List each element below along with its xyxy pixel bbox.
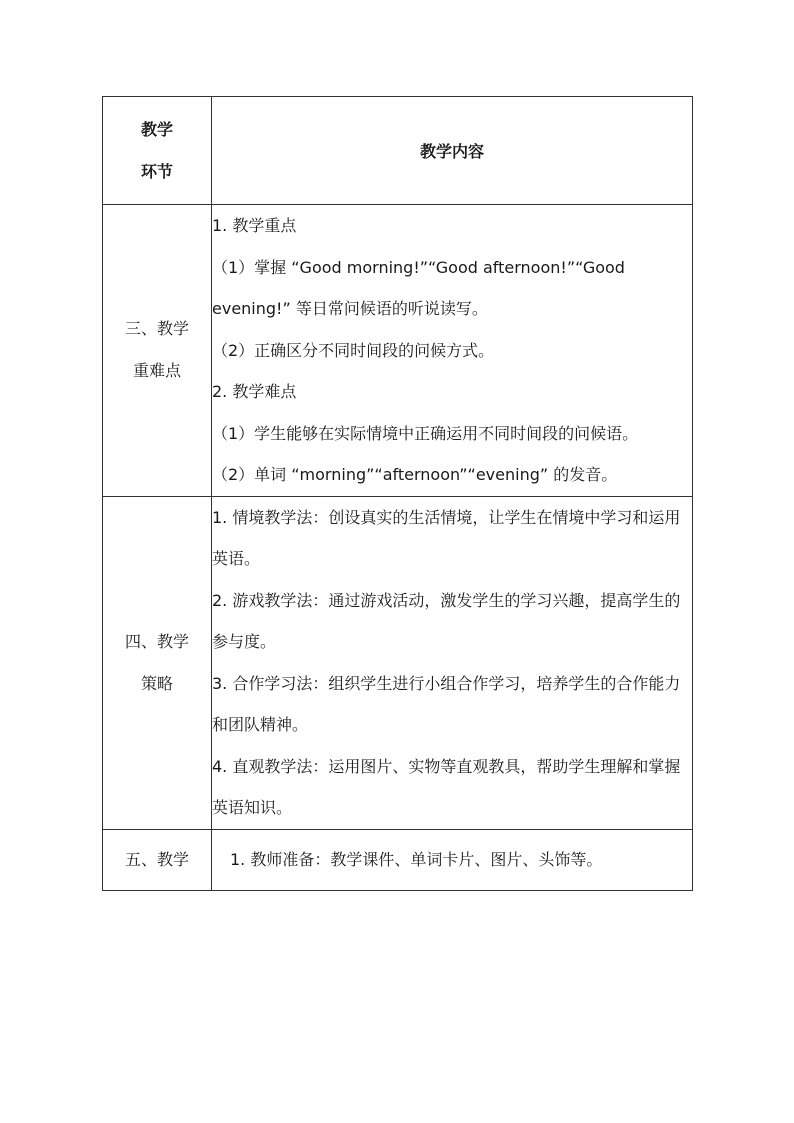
paragraph: 3. 合作学习法：组织学生进行小组合作学习，培养学生的合作能力和团队精神。 (212, 673, 681, 734)
paragraph: （2）正确区分不同时间段的问候方式。 (212, 340, 495, 360)
header-stage-cell (103, 97, 212, 205)
row-label-line1: 三、教学 (124, 319, 189, 339)
paragraph: 4. 直观教学法：运用图片、实物等直观教具，帮助学生理解和掌握英语知识。 (212, 756, 681, 817)
paragraph: （1）掌握 “Good morning!”“Good afternoon!”“Good evening!” 等日常问候语的听说读写。 (212, 257, 625, 318)
row-content-preparation (212, 829, 693, 890)
row-content-key-difficult (212, 205, 693, 497)
paragraph: 2. 教学难点 (212, 382, 297, 401)
row-label-line2: 策略 (140, 673, 173, 693)
paragraph: （2）单词 “morning”“afternoon”“evening” 的发音。 (212, 465, 618, 484)
table-row (103, 205, 693, 497)
header-content-cell: 教学内容 (212, 97, 693, 205)
row-label-line2: 重难点 (132, 361, 181, 381)
row-content-strategy (212, 496, 693, 829)
lesson-plan-table (102, 96, 693, 891)
paragraph: 1. 教师准备：教学课件、单词卡片、图片、头饰等。 (230, 849, 603, 869)
paragraph: 1. 情境教学法：创设真实的生活情境，让学生在情境中学习和运用英语。 (212, 507, 681, 568)
header-stage-line1: 教学 (140, 119, 173, 139)
table-row (103, 496, 693, 829)
row-label-preparation (103, 829, 212, 890)
table-header-row (103, 97, 693, 205)
row-label-line1: 五、教学 (124, 849, 189, 869)
row-label-line1: 四、教学 (124, 631, 189, 651)
paragraph: 1. 教学重点 (212, 216, 297, 235)
header-stage-line2: 环节 (140, 161, 173, 181)
row-label-strategy (103, 496, 212, 829)
table-row (103, 829, 693, 890)
paragraph: （1）学生能够在实际情境中正确运用不同时间段的问候语。 (212, 423, 639, 443)
row-label-key-difficult (103, 205, 212, 497)
paragraph: 2. 游戏教学法：通过游戏活动，激发学生的学习兴趣，提高学生的参与度。 (212, 590, 681, 651)
